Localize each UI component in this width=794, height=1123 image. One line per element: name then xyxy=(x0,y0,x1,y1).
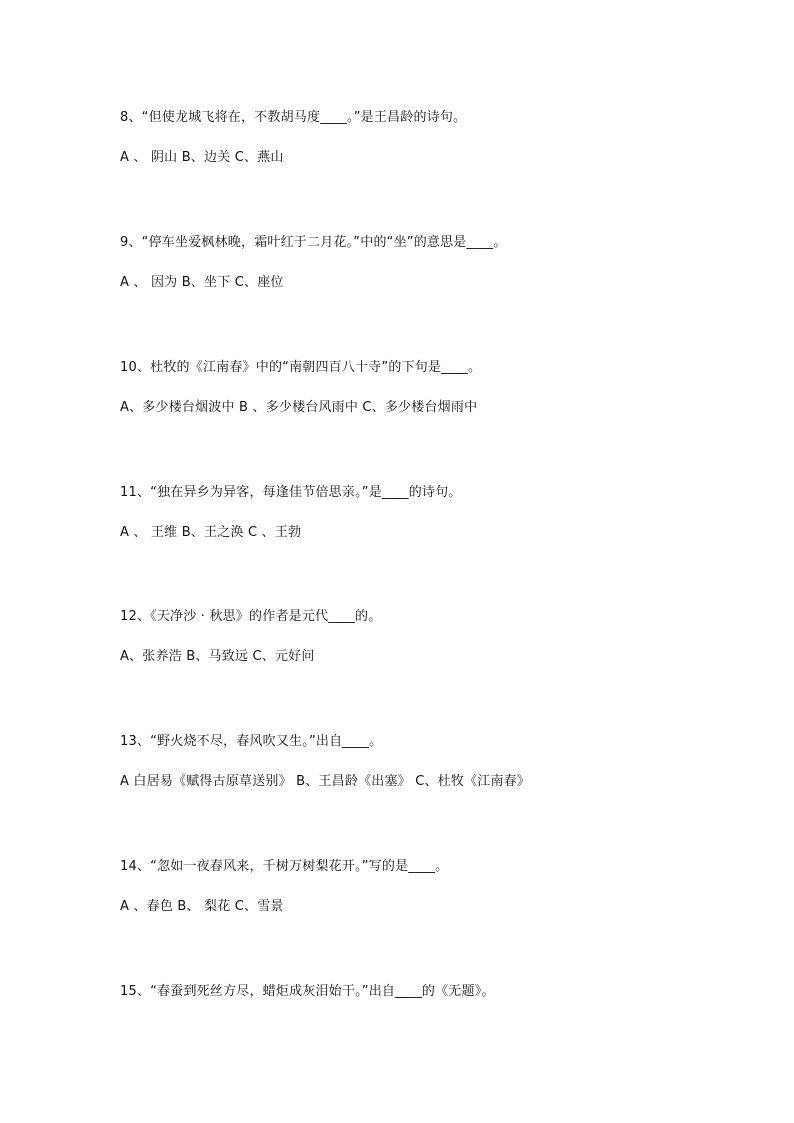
question-options: A 、 王维 B、王之涣 C 、王勃 xyxy=(120,525,302,540)
question-text: 13、“野火烧不尽，春风吹又生。”出自____。 xyxy=(120,734,383,749)
question-options: A 白居易《赋得古原草送别》 B、王昌龄《出塞》 C、杜牧《江南春》 xyxy=(120,774,531,789)
question-text: 11、“独在异乡为异客，每逢佳节倍思亲。”是____的诗句。 xyxy=(120,485,462,500)
question-text: 15、“春蚕到死丝方尽，蜡炬成灰泪始干。”出自____的《无题》。 xyxy=(120,984,495,999)
question-12 xyxy=(120,608,720,666)
question-text: 8、“但使龙城飞将在，不教胡马度____。”是王昌龄的诗句。 xyxy=(120,110,467,125)
question-14 xyxy=(120,858,720,916)
question-11 xyxy=(120,484,720,542)
question-options: A、张养浩 B、马致远 C、元好问 xyxy=(120,649,315,664)
question-15 xyxy=(120,983,720,1001)
question-options: A、多少楼台烟波中 B 、多少楼台风雨中 C、多少楼台烟雨中 xyxy=(120,400,478,415)
question-options: A 、 因为 B、坐下 C、座位 xyxy=(120,275,284,290)
question-10 xyxy=(120,359,720,417)
question-text: 10、杜牧的《江南春》中的“南朝四百八十寺”的下句是____。 xyxy=(120,360,482,375)
question-text: 12、《天净沙 · 秋思》的作者是元代____的。 xyxy=(120,609,382,624)
question-text: 9、“停车坐爱枫林晚，霜叶红于二月花。”中的“坐”的意思是____。 xyxy=(120,235,507,250)
question-9 xyxy=(120,234,720,292)
question-8 xyxy=(120,109,720,167)
question-13 xyxy=(120,733,720,791)
question-options: A 、 阴山 B、边关 C、燕山 xyxy=(120,150,284,165)
question-options: A 、春色 B、 梨花 C、雪景 xyxy=(120,899,284,914)
question-text: 14、“忽如一夜春风来，千树万树梨花开。”写的是____。 xyxy=(120,859,449,874)
